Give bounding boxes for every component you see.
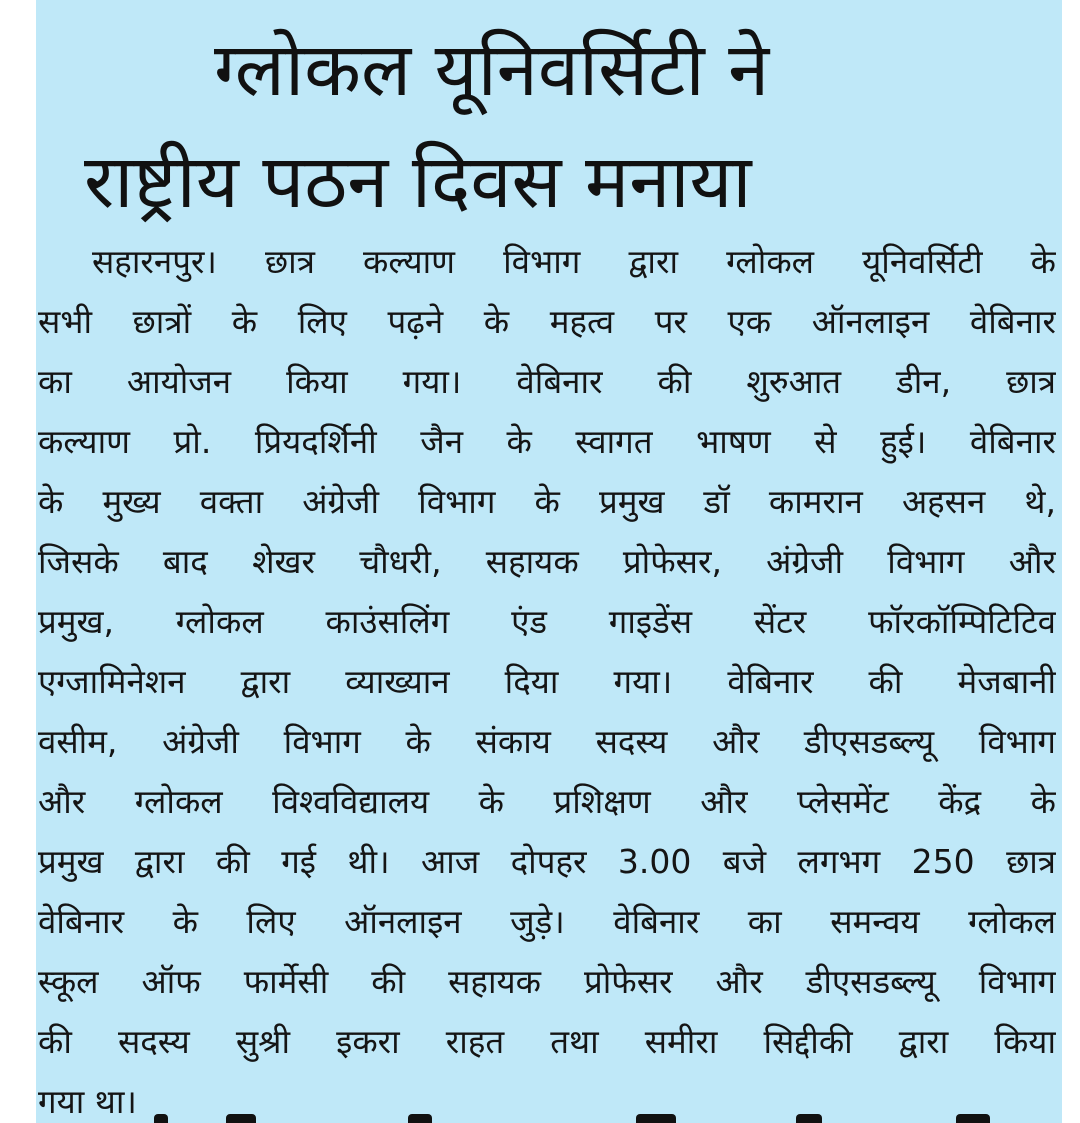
body-line-13: स्कूल ऑफ फार्मेसी की सहायक प्रोफेसर और डीएसडब्ल्यू विभाग [38,962,1056,1001]
body-line-5: के मुख्य वक्ता अंग्रेजी विभाग के प्रमुख डॉ कामरान अहसन थे, [38,482,1056,521]
body-line-11: प्रमुख द्वारा की गई थी। आज दोपहर 3.00 बजे लगभग 250 छात्र [38,842,1056,881]
body-line-15: गया था। [38,1082,137,1121]
body-line-12: वेबिनार के लिए ऑनलाइन जुड़े। वेबिनार का समन्वय ग्लोकल [38,902,1056,941]
cutoff-glyph [796,1114,822,1123]
body-line-10: और ग्लोकल विश्वविद्यालय के प्रशिक्षण और प्लेसमेंट केंद्र के [38,782,1056,821]
body-line-6: जिसके बाद शेखर चौधरी, सहायक प्रोफेसर, अंग्रेजी विभाग और [38,542,1056,581]
next-article-cutoff-text [36,1108,1062,1123]
body-line-14: की सदस्य सुश्री इकरा राहत तथा समीरा सिद्दीकी द्वारा किया [38,1022,1056,1061]
body-line-2: सभी छात्रों के लिए पढ़ने के महत्व पर एक ऑनलाइन वेबिनार [38,302,1056,341]
headline-line-1: ग्लोकल यूनिवर्सिटी ने [214,27,770,113]
cutoff-glyph [956,1114,990,1123]
body-line-9: वसीम, अंग्रेजी विभाग के संकाय सदस्य और डीएसडब्ल्यू विभाग [38,722,1056,761]
body-line-4: कल्याण प्रो. प्रियदर्शिनी जैन के स्वागत भाषण से हुई। वेबिनार [38,422,1056,461]
cutoff-glyph [154,1114,168,1123]
newspaper-clipping [36,0,1062,1123]
body-line-3: का आयोजन किया गया। वेबिनार की शुरुआत डीन, छात्र [38,362,1056,401]
cutoff-glyph [408,1114,432,1123]
body-line-7: प्रमुख, ग्लोकल काउंसलिंग एंड गाइडेंस सेंटर फॉरकॉम्पिटिटिव [38,602,1056,641]
headline-line-2: राष्ट्रीय पठन दिवस मनाया [84,139,752,225]
article-body [38,232,1056,1123]
cutoff-glyph [226,1114,256,1123]
body-line-8: एग्जामिनेशन द्वारा व्याख्यान दिया गया। वेबिनार की मेजबानी [38,662,1056,701]
article-headline [36,14,1062,238]
body-line-1: सहारनपुर। छात्र कल्याण विभाग द्वारा ग्लोकल यूनिवर्सिटी के [92,242,1056,281]
cutoff-glyph [636,1114,676,1123]
